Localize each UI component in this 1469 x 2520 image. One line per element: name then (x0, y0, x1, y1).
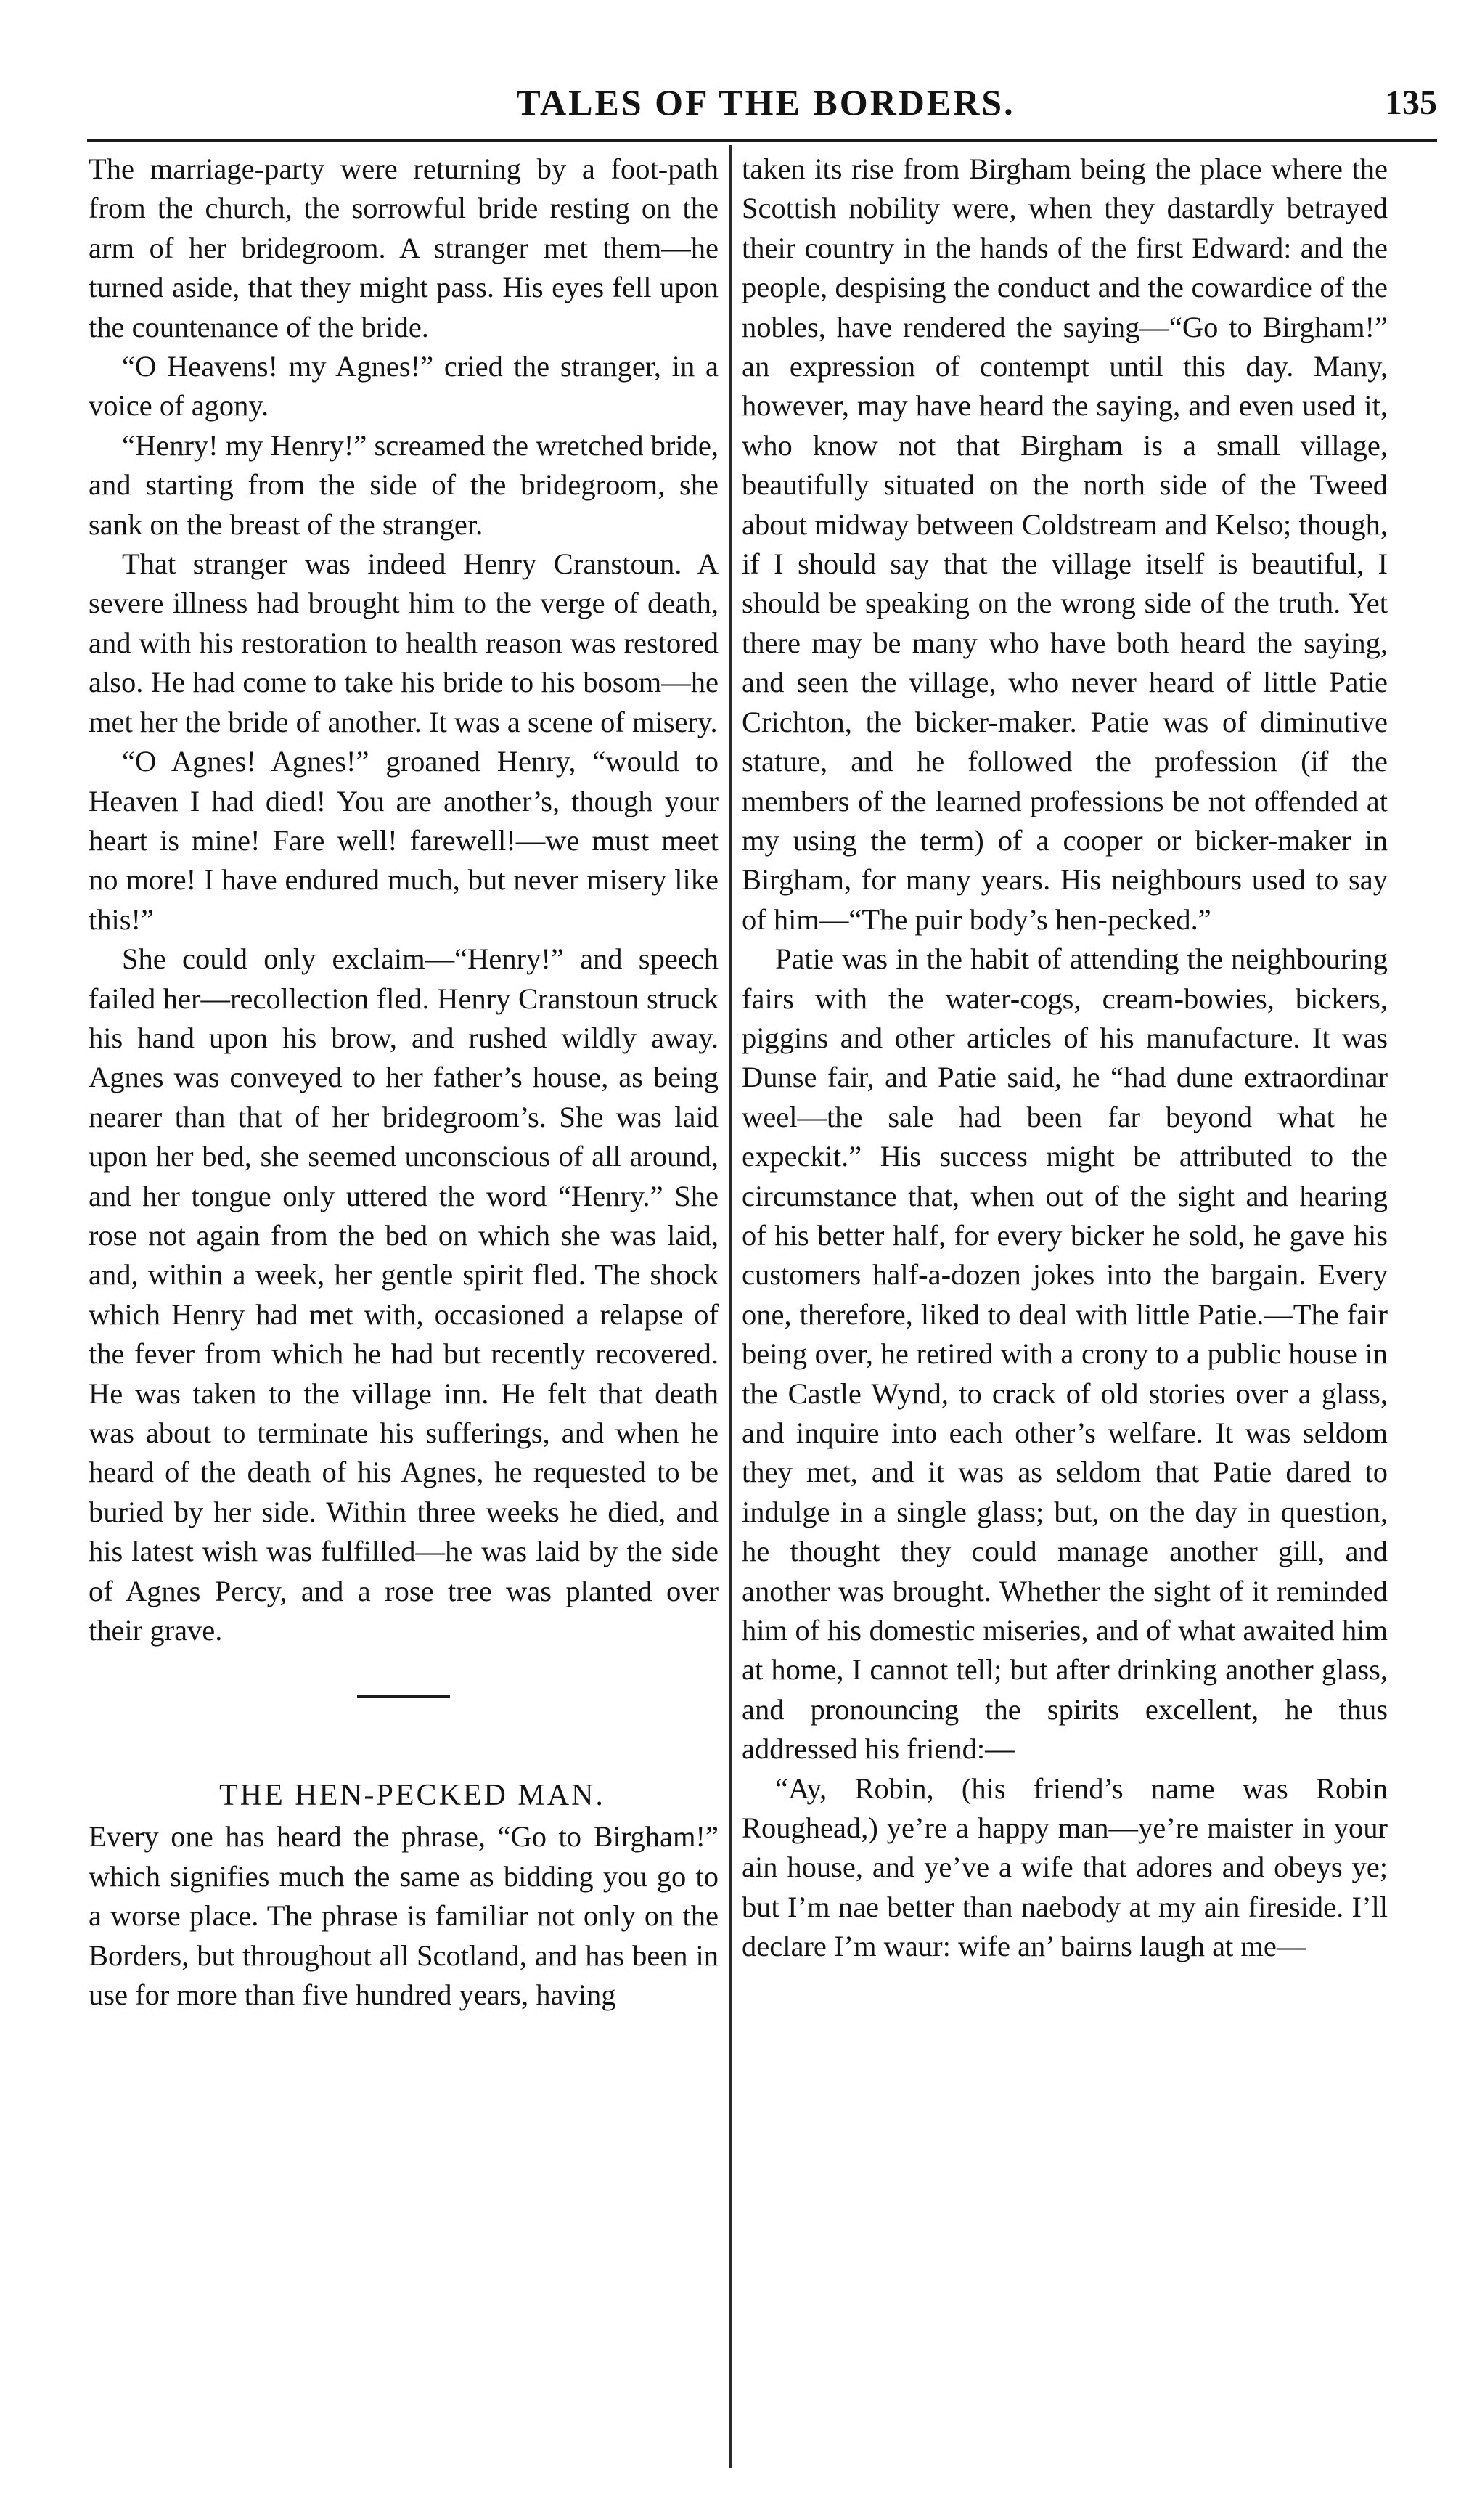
running-head (87, 81, 1444, 132)
running-title: TALES OF THE BORDERS. (516, 82, 1015, 123)
section-separator-rule (357, 1695, 450, 1698)
paragraph: taken its rise from Birgham being the place where the Scottish nobility were, when they dastardly betrayed their country in the hands of the first Edward: and the people, despising the conduct and the cowardice of the nobles, have rendered the saying—“Go to Birgham!” an expression of contempt until this day. Many, however, may have heard the saying, and even used it, who know not that Birgham is a small village, beautifully situated on the north side of the Tweed about midway between Coldstream and Kelso; though, if I should say that the village itself is beautiful, I should be speaking on the wrong side of the truth. Yet there may be many who have both heard the saying, and seen the village, who never heard of little Patie Crichton, the bicker-maker. Patie was of diminutive stature, and he followed the profession (if the members of the learned professions be not offended at my using the term) of a cooper or bicker-maker in Birgham, for many years. His neighbours used to say of him—“The puir body’s hen-pecked.” (742, 152, 1388, 936)
section-title: THE HEN-PECKED MAN. (219, 1779, 605, 1813)
paragraph: That stranger was indeed Henry Cranstoun. A severe illness had brought him to the verge of death, and with his restoration to health reason was restored also. He had come to take his bride to his bosom—he met her the bride of another. It was a scene of misery. (89, 547, 719, 738)
paragraph: Patie was in the habit of attending the neighbouring fairs with the water-cogs, cream-bowies, bickers, piggins and other articles of his manufacture. It was Dunse fair, and Patie said, he “had dune extraordinar weel—the sale had been far beyond what he expeckit.” His success might be attributed to the circumstance that, when out of the sight and hearing of his better half, for every bicker he sold, he gave his customers half-a-dozen jokes into the bargain. Every one, therefore, liked to deal with little Patie.—The fair being over, he retired with a crony to a public house in the Castle Wynd, to crack of old stories over a glass, and inquire into each other’s welfare. It was seldom they met, and it was as seldom that Patie dared to indulge in a single glass; but, on the day in question, he thought they could manage another gill, and another was brought. Whether the sight of it reminded him of his domestic miseries, and of what awaited him at home, I cannot tell; but after drinking another glass, and pronouncing the spirits excellent, he thus addressed his friend:— (742, 942, 1388, 1766)
header-rule (87, 139, 1437, 142)
left-column (89, 150, 719, 2015)
paragraph: Every one has heard the phrase, “Go to Birgham!” which signifies much the same as bidding you go to a worse place. The phrase is familiar not only on the Borders, but throughout all Scotland, and has been in use for more than five hundred years, having (89, 1820, 719, 2012)
paragraph: She could only exclaim—“Henry!” and speech failed her—recollection fled. Henry Cranstoun struck his hand upon his brow, and rushed wildly away. Agnes was conveyed to her father’s house, as being nearer than that of her bridegroom’s. She was laid upon her bed, she seemed unconscious of all around, and her tongue only uttered the word “Henry.” She rose not again from the bed on which she was laid, and, within a week, her gentle spirit fled. The shock which Henry had met with, occasioned a relapse of the fever from which he had but recently recovered. He was taken to the village inn. He felt that death was about to terminate his sufferings, and when he heard of the death of his Agnes, he requested to be buried by her side. Within three weeks he died, and his latest wish was fulfilled—he was laid by the side of Agnes Percy, and a rose tree was planted over their grave. (89, 942, 719, 1647)
column-divider (729, 145, 732, 2468)
paragraph: “O Agnes! Agnes!” groaned Henry, “would to Heaven I had died! You are another’s, though your heart is mine! Fare well! farewell!—we must meet no more! I have endured much, but never misery like this!” (89, 745, 719, 936)
page-number: 135 (1385, 83, 1437, 122)
right-column (742, 150, 1388, 1967)
paragraph: “Ay, Robin, (his friend’s name was Robin Roughead,) ye’re a happy man—ye’re maister in your ain house, and ye’ve a wife that adores and obeys ye; but I’m nae better than naebody at my ain fireside. I’ll declare I’m waur: wife an’ bairns laugh at me— (742, 1771, 1388, 1963)
paragraph: “O Heavens! my Agnes!” cried the stranger, in a voice of agony. (89, 350, 719, 423)
paragraph: The marriage-party were returning by a foot-path from the church, the sorrowful bride resting on the arm of her bridegroom. A stranger met them—he turned aside, that they might pass. His eyes fell upon the countenance of the bride. (89, 152, 719, 343)
paragraph: “Henry! my Henry!” screamed the wretched bride, and starting from the side of the bridegroom, she sank on the breast of the stranger. (89, 428, 719, 541)
